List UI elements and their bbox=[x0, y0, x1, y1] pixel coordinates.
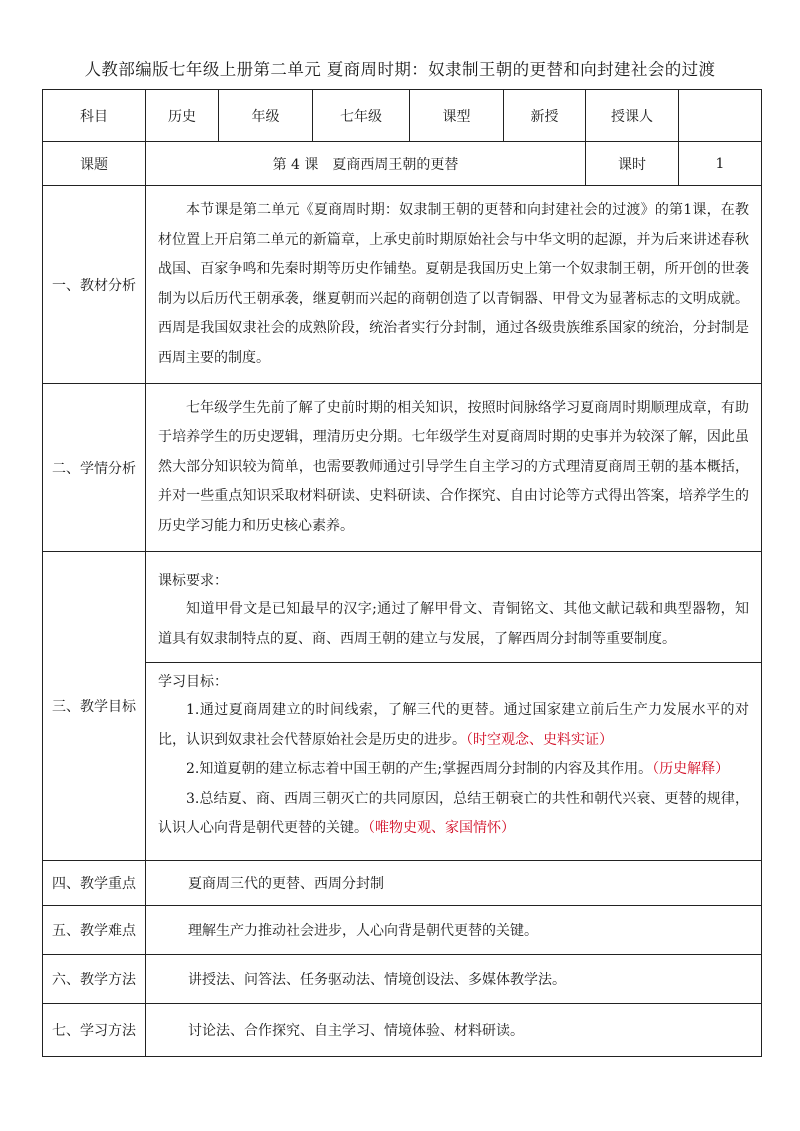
learning-methods-row bbox=[43, 1004, 762, 1057]
student-analysis-row bbox=[43, 384, 762, 552]
learning-goals-heading: 学习目标： bbox=[158, 674, 228, 691]
textbook-analysis-row bbox=[43, 186, 762, 384]
objectives-row bbox=[43, 552, 762, 861]
difficulties-row bbox=[43, 906, 762, 955]
learning-goal-1 bbox=[158, 696, 749, 755]
topic-value: 第 4 课 夏商西周王朝的更替 bbox=[146, 142, 586, 186]
lesson-type-value: 新授 bbox=[504, 90, 586, 142]
subject-value: 历史 bbox=[146, 90, 219, 142]
textbook-analysis-cell bbox=[146, 186, 762, 384]
key-points-row bbox=[43, 861, 762, 906]
curriculum-standard-block bbox=[146, 562, 761, 663]
learning-methods-label: 七、学习方法 bbox=[43, 1004, 146, 1057]
student-analysis-cell bbox=[146, 384, 762, 552]
learning-goal-1-text: 1.通过夏商周建立的时间线索，了解三代的更替。通过国家建立前后生产力发展水平的对比，认识到奴隶社会代替原始社会是历史的进步。 bbox=[158, 702, 749, 748]
teaching-methods-label: 六、教学方法 bbox=[43, 955, 146, 1004]
objectives-label: 三、教学目标 bbox=[43, 552, 146, 861]
key-points-label: 四、教学重点 bbox=[43, 861, 146, 906]
subject-label: 科目 bbox=[43, 90, 146, 142]
objectives-cell bbox=[146, 552, 762, 861]
topic-row bbox=[43, 142, 762, 186]
student-analysis-text: 七年级学生先前了解了史前时期的相关知识，按照时间脉络学习夏商周时期顺理成章，有助于培养学生的历史逻辑，理清历史分期。七年级学生对夏商周时期的史事并为较深了解，因此虽然大部分知识较为简单，也需要教师通过引导学生自主学习的方式理清夏商周王朝的基本概括，并对一些重点知识采取材料研读、史料研读、合作探究、自由讨论等方式得出答案，培养学生的历史学习能力和历史核心素养。 bbox=[158, 399, 749, 534]
difficulties-label: 五、教学难点 bbox=[43, 906, 146, 955]
teaching-methods-row bbox=[43, 955, 762, 1004]
document-title: 人教部编版七年级上册第二单元 夏商周时期：奴隶制王朝的更替和向封建社会的过渡 bbox=[84, 60, 716, 79]
grade-value: 七年级 bbox=[313, 90, 410, 142]
lesson-type-label: 课型 bbox=[410, 90, 504, 142]
key-points-text: 夏商周三代的更替、西周分封制 bbox=[146, 861, 762, 906]
textbook-analysis-label: 一、教材分析 bbox=[43, 186, 146, 384]
learning-goals-block bbox=[146, 663, 761, 850]
teaching-methods-text: 讲授法、问答法、任务驱动法、情境创设法、多媒体教学法。 bbox=[146, 955, 762, 1004]
teacher-label: 授课人 bbox=[586, 90, 679, 142]
topic-label: 课题 bbox=[43, 142, 146, 186]
curriculum-standard-heading: 课标要求： bbox=[158, 573, 228, 590]
curriculum-standard-text: 知道甲骨文是已知最早的汉字;通过了解甲骨文、青铜铭文、其他文献记载和典型器物，知道具有奴隶制特点的夏、商、西周王朝的建立与发展，了解西周分封制等重要制度。 bbox=[158, 601, 749, 647]
teacher-value bbox=[679, 90, 762, 142]
learning-goal-3-text: 3.总结夏、商、西周三朝灭亡的共同原因，总结王朝衰亡的共性和朝代兴衰、更替的规律，认识人心向背是朝代更替的关键。 bbox=[158, 790, 749, 837]
hours-value: 1 bbox=[679, 142, 762, 186]
header-row bbox=[43, 90, 762, 142]
lesson-plan-table bbox=[42, 89, 762, 1057]
difficulties-text: 理解生产力推动社会进步，人心向背是朝代更替的关键。 bbox=[146, 906, 762, 955]
grade-label: 年级 bbox=[219, 90, 313, 142]
student-analysis-label: 二、学情分析 bbox=[43, 384, 146, 552]
learning-goal-2 bbox=[158, 755, 749, 785]
learning-goal-1-tag: （时空观念、史料实证） bbox=[466, 731, 613, 748]
learning-methods-text: 讨论法、合作探究、自主学习、情境体验、材料研读。 bbox=[146, 1004, 762, 1057]
learning-goal-3 bbox=[158, 785, 749, 844]
learning-goal-2-text: 2.知道夏朝的建立标志着中国王朝的产生;掌握西周分封制的内容及其作用。 bbox=[186, 761, 653, 778]
textbook-analysis-text: 本节课是第二单元《夏商周时期：奴隶制王朝的更替和向封建社会的过渡》的第1课，在教材位置上开启第二单元的新篇章，上承史前时期原始社会与中华文明的起源，并为后来讲述春秋战国、百家争鸣和先秦时期等历史作铺垫。夏朝是我国历史上第一个奴隶制王朝，所开创的世袭制为以后历代王朝承袭，继夏朝而兴起的商朝创造了以青铜器、甲骨文为显著标志的文明成就。西周是我国奴隶社会的成熟阶段，统治者实行分封制，通过各级贵族维系国家的统治，分封制是西周主要的制度。 bbox=[158, 202, 749, 366]
learning-goal-2-tag: （历史解释） bbox=[652, 761, 730, 778]
learning-goal-3-tag: （唯物史观、家国情怀） bbox=[368, 820, 515, 837]
hours-label: 课时 bbox=[586, 142, 679, 186]
